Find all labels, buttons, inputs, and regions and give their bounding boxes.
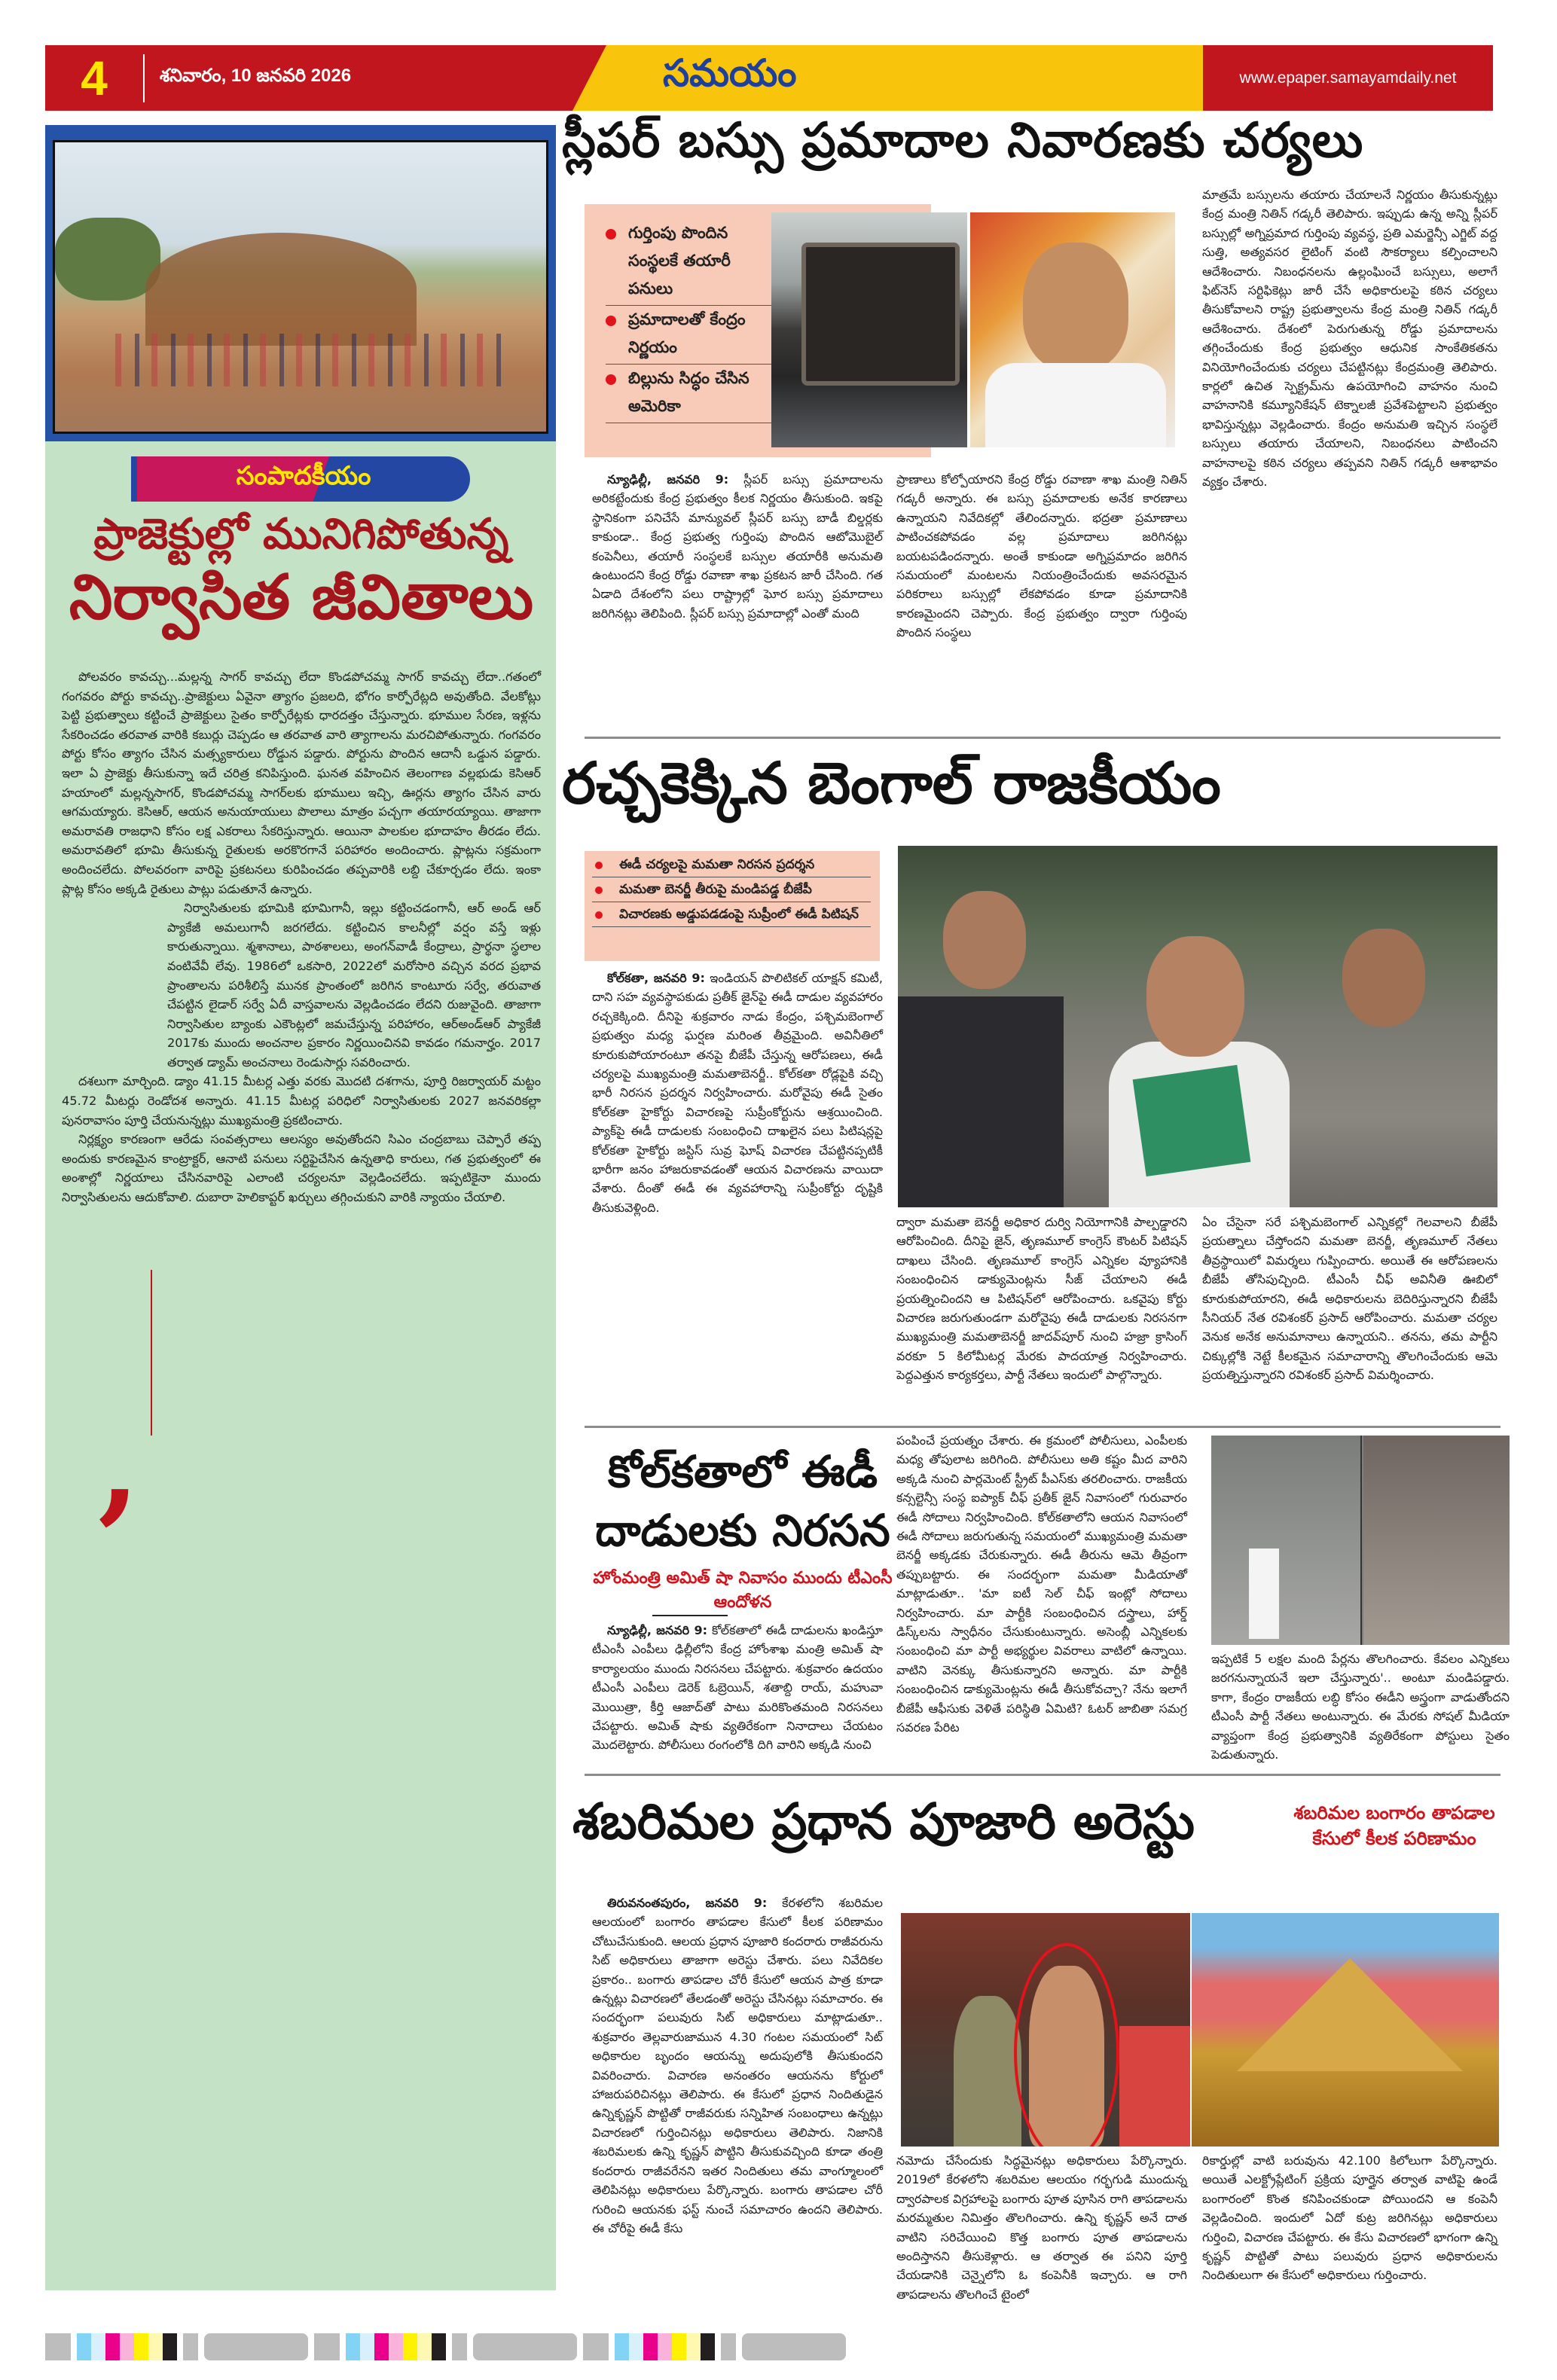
article-column bbox=[896, 470, 1187, 642]
section-divider bbox=[585, 737, 1501, 739]
article-column bbox=[592, 1893, 883, 2238]
article-column bbox=[896, 2151, 1187, 2304]
color-swatch bbox=[105, 2333, 120, 2360]
article-text: ఇండియన్ పొలిటికల్ యాక్షన్ కమిటీ, దాని సహ వ్యవస్థాపకుడు ప్రతీక్ జైన్‌పై ఈడీ దాడుల వ్యవహారం రచ్చకెక్కింది. దీనిపై శుక్రవారం నాడు కేంద్రం, పశ్చిమబెంగాల్ ప్రభుత్వం మధ్య ఘర్షణ మరింత తీవ్రమైంది. అవినీతిలో కూరుకుపోయారంటూ తనపై బీజేపీ చేస్తున్న ఆరోపణలు, ఈడీ చర్యలపై ముఖ్యమంత్రి మమతాబెనర్జీ.. కోల్‌కతా రోడ్లపైకి వచ్చి భారీ నిరసన ప్రదర్శన నిర్వహించారు. మరోవైపు ఈడీ సైతం కోల్‌కతా హైకోర్టు విచారణపై సుప్రీంకోర్టును ఆశ్రయించింది. ప్యాక్‌పై ఈడీ దాడులకు సంబంధించి దాఖలైన పలు పిటిషన్లపై కోల్‌కతా హైకోర్టు జస్టిస్ సువ్ర ఘోష్ విచారణ చేపట్టినప్పటికీ భారీగా జనం హాజరుకావడంతో ఆయన విచారణను వాయిదా వేశారు. దీంతో ఈడీ ఈ వ్యవహారాన్ని సుప్రీంకోర్టు దృష్టికి తీసుకువెళ్లింది. bbox=[592, 971, 883, 1215]
article-column bbox=[1211, 1649, 1510, 1764]
color-bar-pill bbox=[742, 2333, 846, 2360]
color-swatch bbox=[403, 2333, 417, 2360]
section-divider bbox=[585, 1426, 1501, 1428]
color-swatch bbox=[134, 2333, 148, 2360]
color-swatch-strip bbox=[615, 2333, 715, 2360]
color-swatch bbox=[672, 2333, 686, 2360]
article-column bbox=[592, 969, 883, 1217]
photo-green-folder-shape bbox=[1133, 1065, 1251, 1176]
photo-soil-mound-shape bbox=[145, 233, 417, 346]
article-text: మాత్రమే బస్సులను తయారు చేయాలనే నిర్ణయం తీసుకున్నట్లు కేంద్ర మంత్రి నితిన్ గడ్కరీ తెలిపారు. ఇప్పుడు ఉన్న అన్ని స్లీపర్ బస్సుల్లో అగ్నిప్రమాద గుర్తింపు వ్యవస్థ, ప్రతి ఎమర్జెన్సీ ఎగ్జిట్ వద్ద సుత్తి, అత్యవసర లైటింగ్ వంటి సౌకర్యాలు కల్పించాలని ఆదేశించారు. నిబంధనలను ఉల్లంఘించే బస్సులు, అలాగే ఫిట్‌నెస్ సర్టిఫికెట్లు జారీ చేసే అధికారులపై కఠిన చర్యలు తీసుకోవాలని రాష్ట్ర ప్రభుత్వాలను కేంద్ర మంత్రి నితిన్ గడ్కరీ ఆదేశించారు. దేశంలో పెరుగుతున్న రోడ్డు ప్రమాదాలను తగ్గించేందుకు కేంద్ర ప్రభుత్వం ఆధునిక సాంకేతికతను వినియోగించేందుకు చర్యలు చేపట్టినట్లు కేంద్రమంత్రి తెలిపారు. కార్లలో ఉచిత స్పెక్ట్రమ్‌ను ఉపయోగించి వాహనం నుంచి వాహనానికి కమ్యూనికేషన్ టెక్నాలజీ ప్రవేశపెట్టాలని ప్రభుత్వం భావిస్తున్నట్లు వెల్లడించారు. కేంద్రం అనుమతి ఇచ్చిన సంస్థలే బస్సులు తయారు చేయాలని, నిబంధనలు పాటించని వాహనాలపై కఠిన చర్యలు తప్పవని నితిన్ గడ్కరీ ఆశాభావం వ్యక్తం చేశారు. bbox=[1202, 188, 1497, 490]
print-color-registration-bar bbox=[45, 2333, 1544, 2360]
color-swatch bbox=[432, 2333, 446, 2360]
photo-person-shape bbox=[943, 891, 1026, 989]
photo-nitin-gadkari bbox=[970, 212, 1175, 447]
article-text: ప్రాణాలు కోల్పోయారని కేంద్ర రోడ్డు రవాణా శాఖ మంత్రి నితిన్ గడ్కరీ అన్నారు. ఈ బస్సు ప్రమాదాలకు అనేక కారణాలు ఉన్నాయని నివేదికల్లో తేలిందన్నారు. భద్రతా ప్రమాణాలు పాటించకపోవడం వల్ల ప్రమాదాలు జరిగినట్లు బయటపడిందన్నారు. అంతే కాకుండా అగ్నిప్రమాదం జరిగిన సమయంలో మంటలను నియంత్రించేందుకు అవసరమైన పరికరాలు బస్సుల్లో లేకపోవడం కూడా ప్రమాదానికి కారణమైందని చెప్పారు. కేంద్ర ప్రభుత్వం ద్వారా గుర్తింపు పొందిన సంస్థలు bbox=[896, 472, 1187, 640]
color-bar-group bbox=[45, 2333, 308, 2360]
article-column bbox=[896, 1431, 1187, 1738]
color-swatch bbox=[615, 2333, 629, 2360]
editorial-paragraph: నిర్వాసితులకు భూమికి భూమిగానీ, ఇల్లు కట్టించడంగానీ, ఆర్ అండ్ ఆర్ ప్యాకేజీ అమలుగానీ జరగలేదు. కట్టించిన కాలనీల్లో వర్షం వస్తే ఇళ్లు కారుతున్నాయి. శ్మశానాలు, పాఠశాలలు, అంగన్‌వాడీ కేంద్రాలు, ప్రార్థనా స్థలాల వంటివేవీ లేవు. 1986లో ఒకసారి, 2022లో మరోసారి వచ్చిన వరద ప్రభావ ప్రాంతాలను పరిశీలిస్తే మునక ప్రాంతంలో జరిగిన కాంటూరు సర్వే, తరువాత చేపట్టిన లైడార్ సర్వే ఏదీ వాస్తవాలను వెల్లడించడం లేదని రుజువైంది. తాజాగా నిర్వాసితుల బ్యాంకు ఎకౌంట్లలో జమచేస్తున్న పరిహారం, ఆర్‌అండ్‌ఆర్ ప్యాకేజీ 2017కు ముందు అంచనాల ప్రకారం నిర్ణయించినవి కావడం గమనార్హం. 2017 తర్వాత డ్యామ్ అంచనాలు రెండుసార్లు సవరించారు. bbox=[167, 901, 541, 1069]
photo-highlight-circle bbox=[1014, 1943, 1119, 2147]
color-swatch-gray bbox=[583, 2333, 609, 2360]
editorial-body bbox=[62, 667, 541, 1207]
bullet-dot-icon bbox=[606, 229, 616, 240]
article-text: కేరళలోని శబరిమల ఆలయంలో బంగారం తాపడాల కేసులో కీలక పరిణామం చోటుచేసుకుంది. ఆలయ ప్రధాన పూజారి కందరారు రాజీవరును సిట్ అధికారులు తాజాగా అరెస్టు చేశారు. పలు నివేదికల ప్రకారం.. బంగారు తాపడాల చోరీ కేసులో ఆయన పాత్ర కూడా ఉన్నట్లు విచారణలో తేలడంతో అరెస్టు చేసినట్లు సమాచారం. ఈ సందర్భంగా పలువురు సిట్ అధికారులు మాట్లాడుతూ.. శుక్రవారం తెల్లవారుజామున 4.30 గంటల సమయంలో సిట్ అధికారుల బృందం ఆయన్ను అదుపులోకి తీసుకుందని వివరించారు. విచారణ అనంతరం ఆయనను కోర్టులో హాజరుపరిచినట్లు తెలిపారు. ఈ కేసులో ప్రధాన నిందితుడైన ఉన్నికృష్ణన్ పొట్టితో రాజీవరుకు సన్నిహిత సంబంధాలు ఉన్నట్లు విచారణలో గుర్తించినట్లు అధికారులు తెలిపారు. నిజానికి శబరిమలకు ఉన్ని కృష్ణన్ పొట్టిని తీసుకువచ్చింది కూడా తంత్రి కందరారు రాజీవరేనని ఇతర నిందితులు తమ వాంగ్మూలంలో తెలిపినట్లు అధికారులు పేర్కొన్నారు. బంగారు తాపడాల చోరీ గురించి ఆయనకు ఫస్ట్ నుంచే సమాచారం ఉందని తెలిపారు. ఈ చోరీపై ఈడీ కేసు bbox=[592, 1896, 883, 2235]
color-swatch bbox=[417, 2333, 432, 2360]
masthead bbox=[45, 45, 1493, 111]
photo-burnt-bus bbox=[771, 212, 967, 447]
color-swatch bbox=[643, 2333, 658, 2360]
issue-date: శనివారం, 10 జనవరి 2026 bbox=[160, 66, 352, 86]
color-swatch bbox=[686, 2333, 701, 2360]
dateline: తిరువనంతపురం, జనవరి 9: bbox=[607, 1896, 768, 1910]
photo-mamata-banerjee-protest bbox=[898, 846, 1497, 1207]
photo-placard-shape bbox=[1249, 1549, 1279, 1639]
photo-bus-shape bbox=[801, 243, 960, 386]
highlight-item bbox=[592, 853, 871, 877]
article-text: కోల్‌కతాలో ఈడీ దాడులను ఖండిస్తూ టీఎంసీ ఎంపీలు ఢిల్లీలోని కేంద్ర హోంశాఖ మంత్రి అమిత్ షా కార్యాలయం ముందు నిరసనలు చేపట్టారు. శుక్రవారం ఉదయం టీఎంసీ ఎంపీలు డెరెక్ ఓబ్రెయిన్, శతాబ్ది రాయ్, మహువా మొయిత్రా, కీర్తి ఆజాద్‌తో పాటు మరికొంతమంది నిరసనలు చేపట్టారు. అమిత్ షాకు వ్యతిరేకంగా నినాదాలు చేయటం మొదలెట్టారు. పోలీసులు రంగంలోకి దిగి వారిని అక్కడి నుంచి bbox=[592, 1623, 883, 1753]
color-swatch-gray bbox=[452, 2333, 467, 2360]
highlight-text: గుర్తింపు పొందిన సంస్థలకే తయారీ పనులు bbox=[628, 224, 731, 298]
color-swatch bbox=[163, 2333, 177, 2360]
pull-quote-rule bbox=[151, 1270, 152, 1436]
epaper-url-link[interactable]: www.epaper.samayamdaily.net bbox=[1239, 69, 1457, 87]
article-headline: స్లీపర్ బస్సు ప్రమాదాల నివారణకు చర్యలు bbox=[562, 113, 1364, 169]
color-swatch-gray bbox=[183, 2333, 198, 2360]
color-swatch bbox=[701, 2333, 715, 2360]
color-bar-pill bbox=[473, 2333, 577, 2360]
bullet-dot-icon bbox=[606, 374, 616, 385]
color-swatch-strip bbox=[77, 2333, 177, 2360]
color-swatch-strip bbox=[346, 2333, 446, 2360]
highlight-text: ప్రమాదాలతో కేంద్రం నిర్ణయం bbox=[628, 310, 746, 356]
subheadline-rule bbox=[652, 1615, 728, 1616]
color-bar-group bbox=[583, 2333, 846, 2360]
bullet-dot-icon bbox=[595, 862, 603, 869]
highlight-item bbox=[606, 306, 779, 365]
article-text: ఏం చేసైనా సరే పశ్చిమబెంగాల్ ఎన్నికల్లో గెలవాలని బీజేపీ ప్రయత్నాలు చేస్తోందని మమతా బెనర్జీ, తృణమూల్ నేతలు తీవ్రస్థాయిలో విమర్శలు గుప్పించారు. అయితే ఈ ఆరోపణలను బీజేపీ తోసిపుచ్చింది. టీఎంసీ చీఫ్ అవినీతి ఊబిలో కూరుకుపోయారని, ఈడీ అధికారులను బెదిరిస్తున్నారని బీజేపీ సీనియర్ నేత రవిశంకర్ ప్రసాద్ ఆరోపించారు. మమతా చర్యల వెనుక అనేక అనుమానాలు ఉన్నాయని.. తనను, తమ పార్టీని చిక్కుల్లోకి నెట్టే కీలకమైన సమాచారాన్ని తొలగించేందుకు ఆమె ప్రయత్నిస్తున్నారని రవిశంకర్ ప్రసాద్ విమర్శించారు. bbox=[1202, 1215, 1497, 1383]
masthead-date-band bbox=[45, 45, 572, 111]
page-number: 4 bbox=[81, 50, 108, 105]
article-column bbox=[592, 470, 883, 623]
photo-person-shape bbox=[1342, 929, 1425, 1027]
article-column bbox=[1202, 185, 1497, 492]
article-headline: కోల్‌కతాలో ఈడీ దాడులకు నిరసన bbox=[595, 1446, 890, 1556]
color-swatch-gray bbox=[45, 2333, 71, 2360]
color-swatch bbox=[120, 2333, 134, 2360]
dateline: కోల్‌కతా, జనవరి 9: bbox=[607, 971, 705, 985]
editorial-headline-line2: నిర్వాసిత జీవితాలు bbox=[69, 562, 534, 634]
article-column bbox=[1202, 1213, 1497, 1385]
bullet-dot-icon bbox=[606, 316, 616, 326]
article-text: నమోదు చేసేందుకు సిద్ధమైనట్లు అధికారులు పేర్కొన్నారు. 2019లో కేరళలోని శబరిమల ఆలయం గర్భగుడి ముందున్న ద్వారపాలక విగ్రహాలపై బంగారు పూత పూసిన రాగి తాపడాలను మరమ్మతుల నిమిత్తం తొలగించారు. ఉన్ని కృష్ణన్ అనే దాత వాటిని సరిచేయించి కొత్త బంగారు పూత తాపడాలను అందిస్తానని తీసుకెళ్లారు. ఆ తర్వాత ఈ పనిని పూర్తి చేయడానికి చెన్నైలోని ఓ కంపెనీకి ఇచ్చారు. ఆ రాగి తాపడాలను తొలగించే టైంలో bbox=[896, 2153, 1187, 2302]
highlight-item bbox=[592, 902, 871, 927]
editorial-paragraph: నిర్లక్ష్యం కారణంగా ఆరేడు సంవత్సరాలు ఆలస్యం అవుతోందని సిఎం చంద్రబాబు చెప్పారే తప్ప అందుకు కారణమైన కాంట్రాక్టర్, ఆనాటి పనులు సర్టిఫైచేసిన ఉన్నతాధి కారులు, గత ప్రభుత్వంలో ఈ అంశాల్లో నిర్ణయాలు చేసినవారిపై ఎలాంటి చర్యలనూ వెల్లడించలేదు. ఇప్పటికైనా ముందు నిర్వాసితులను ఆదుకోవాలి. దుబారా హెలికాప్టర్ ఖర్చులు తగ్గించుకుని వారికి న్యాయం చేయాలి. bbox=[62, 1132, 541, 1205]
color-swatch bbox=[360, 2333, 374, 2360]
photo-shirt-shape bbox=[985, 363, 1166, 447]
color-bar-pill bbox=[204, 2333, 308, 2360]
highlight-text: విచారణకు అడ్డుపడడంపై సుప్రీంలో ఈడీ పిటిషన్ bbox=[619, 907, 859, 922]
editorial-tag-label: సంపాదకీయం bbox=[236, 461, 371, 491]
editorial-tag bbox=[131, 456, 470, 502]
photo-panel-left bbox=[1211, 1436, 1362, 1645]
masthead-brand-band bbox=[572, 45, 1203, 111]
masthead-url-band bbox=[1203, 45, 1493, 111]
article-text: ఇప్పటికే 5 లక్షల మంది పేర్లను తొలగించారు. కేవలం ఎన్నికలు జరగనున్నాయనే ఇలా చేస్తున్నారు'.. అంటూ మండిపడ్డారు. కాగా, కేంద్రం రాజకీయ లబ్ధి కోసం ఈడీని అస్త్రంగా వాడుతోందని టీఎంసీ పార్టీ నేతలు అంటున్నారు. ఈ మేరకు సోషల్ మీడియా వ్యాప్తంగా కేంద్ర ప్రభుత్వానికి వ్యతిరేకంగా పోస్టులు సైతం పెడుతున్నారు. bbox=[1211, 1652, 1510, 1762]
highlights-list bbox=[606, 219, 779, 423]
article-subheadline: హోంమంత్రి అమిత్ షా నివాసం ముందు టీఎంసీ ఆందోళన bbox=[593, 1569, 893, 1612]
photo-tmc-mps-detained bbox=[1211, 1436, 1510, 1645]
photo-face-shape bbox=[1023, 243, 1128, 371]
highlights-box bbox=[585, 851, 880, 961]
photo-person-shape bbox=[898, 996, 1064, 1207]
highlight-text: బిల్లును సిద్ధం చేసిన అమెరికా bbox=[628, 369, 749, 415]
color-swatch bbox=[374, 2333, 389, 2360]
highlights-list bbox=[592, 853, 871, 927]
color-swatch bbox=[148, 2333, 163, 2360]
bullet-dot-icon bbox=[595, 886, 603, 894]
photo-person-shape bbox=[1119, 2026, 1190, 2147]
article-headline: శబరిమల ప్రధాన పూజారి అరెస్టు bbox=[572, 1793, 1195, 1851]
editorial-headline bbox=[53, 509, 550, 636]
photo-person-shape bbox=[954, 1996, 1021, 2147]
color-swatch bbox=[91, 2333, 105, 2360]
article-text: రికార్డుల్లో వాటి బరువును 42.100 కిలోలుగా పేర్కొన్నారు. అయితే ఎలక్ట్రోప్లేటింగ్ ప్రక్రియ పూర్తైన తర్వాత వాటిపై ఉండే బంగారంలో కొంత కనిపించకుండా పోయిందని ఆ కంపెనీ వెల్లడించింది. ఇందులో ఏదో కుట్ర జరిగినట్లు అధికారులు గుర్తించి, విచారణ చేపట్టారు. ఈ కేసు విచారణలో భాగంగా ఉన్ని కృష్ణన్ పొట్టితో పాటు పలువురు ప్రధాన అధికారులను నిందితులుగా ఈ కేసులో అధికారులు గుర్తించారు. bbox=[1202, 2153, 1497, 2283]
dateline: న్యూఢిల్లీ, జనవరి 9: bbox=[607, 472, 729, 487]
color-swatch-gray bbox=[314, 2333, 340, 2360]
photo-sabarimala-temple bbox=[1192, 1913, 1499, 2147]
photo-tree-shape bbox=[55, 218, 160, 301]
photo-crowd-shape bbox=[115, 334, 507, 386]
newspaper-logo: సమయం bbox=[663, 51, 797, 95]
photo-priest-arrest bbox=[901, 1913, 1190, 2147]
article-column bbox=[1202, 2151, 1497, 2285]
photo-golden-roof-shape bbox=[1237, 1958, 1463, 2071]
editorial-column bbox=[45, 125, 556, 2290]
quote-mark-icon: , bbox=[98, 1395, 140, 1536]
bullet-dot-icon bbox=[595, 911, 603, 919]
section-divider bbox=[585, 1774, 1501, 1776]
color-swatch-gray bbox=[721, 2333, 736, 2360]
highlight-item bbox=[592, 877, 871, 902]
color-swatch bbox=[389, 2333, 403, 2360]
highlight-text: ఈడీ చర్యలపై మమతా నిరసన ప్రదర్శన bbox=[619, 857, 815, 872]
article-text: పంపించే ప్రయత్నం చేశారు. ఈ క్రమంలో పోలీసులు, ఎంపీలకు మధ్య తోపులాట జరిగింది. పోలీసులు అతి కష్టం మీద వారిని అక్కడి నుంచి పార్లమెంట్ స్ట్రీట్ పీఎస్‌కు తరలించారు. రాజకీయ కన్సల్టెన్సీ సంస్థ ఐప్యాక్ చీఫ్ ప్రతీక్ జైన్ నివాసంలో గురువారం ఈడీ సోదాలు నిర్వహించింది. కోల్‌కతాలోని ఆయన నివాసంలో ఈడీ సోదాలు జరుగుతున్న సమయంలో ముఖ్యమంత్రి మమతా బెనర్జీ అక్కడకు చేరుకున్నారు. ఈడీ తీరును ఆమె తీవ్రంగా తప్పుబట్టారు. ఈ సందర్భంగా మమతా మీడియాతో మాట్లాడుతూ.. 'మా ఐటీ సెల్ చీఫ్ ఇంట్లో సోదాలు నిర్వహించారు. మా పార్టీకి సంబంధించిన దస్త్రాలు, హార్డ్ డిస్క్‌లను స్వాధీనం చేసుకుంటున్నారు. అసెంబ్లీ ఎన్నికలకు సంబంధించి మా పార్టీ అభ్యర్థుల వివరాలు వాటిలో ఉన్నాయి. వాటిని వెనక్కు తీసుకున్నారని అన్నారు. మా పార్టీకి సంబంధించిన డాక్యుమెంట్లను ఈడీ తీసుకోవచ్చా? నేను ఇలాగే బీజేపీ ఆఫీసుకు వెళితే పరిస్థితి ఏమిటి? ఓటర్ జాబితా సమగ్ర సవరణ పేరిట bbox=[896, 1433, 1187, 1735]
editorial-paragraph: దశలుగా మార్చింది. డ్యాం 41.15 మీటర్ల ఎత్తు వరకు మొదటి దశగాను, పూర్తి రిజర్వాయర్ మట్టం 45.72 మీటర్లు రెండోదశ అన్నారు. 41.15 మీటర్ల పరిధిలో నిర్వాసితులకు 2027 జనవరికల్లా పునరావాసం పూర్తి చేయనున్నట్లు ముఖ్యమంత్రి ప్రకటించారు. bbox=[62, 1074, 541, 1127]
article-text: ద్వారా మమతా బెనర్జీ అధికార దుర్వి నియోగానికి పాల్పడ్డారని ఆరోపించింది. దీనిపై జైన్, తృణమూల్ కాంగ్రెస్ కౌంటర్ పిటిషన్ దాఖలు చేసింది. తృణమూల్ కాంగ్రెస్ ఎన్నికల వ్యూహానికి సంబంధించిన డాక్యుమెంట్లను సీజ్ చేయాలని ఈడీ ప్రయత్నించిందని ఆ పిటిషన్‌లో ఆరోపించారు. ఒకవైపు కోర్టు విచారణ జరుగుతుండగా మరోవైపు ఈడీ దాడులకు నిరసనగా ముఖ్యమంత్రి మమతాబెనర్జీ జాదవ్‌పూర్ నుంచి హజ్రా క్రాసింగ్ వరకూ 5 కిలోమీటర్ల మేరకు పాదయాత్ర నిర్వహించారు. పెద్దఎత్తున కార్యకర్తలు, పార్టీ నేతలు ఇందులో పాల్గొన్నారు. bbox=[896, 1215, 1187, 1383]
article-tagline: శబరిమల బంగారం తాపడాల కేసులో కీలక పరిణామం bbox=[1293, 1802, 1495, 1849]
highlight-text: మమతా బెనర్జీ తీరుపై మండిపడ్డ బీజేపీ bbox=[619, 882, 812, 897]
photo-panel-right bbox=[1363, 1436, 1510, 1645]
highlight-item bbox=[606, 219, 779, 306]
color-bar-group bbox=[314, 2333, 577, 2360]
highlight-item bbox=[606, 365, 779, 423]
article-headline: రచ్చకెక్కిన బెంగాల్ రాజకీయం bbox=[562, 749, 1221, 816]
masthead-divider bbox=[143, 54, 145, 102]
color-swatch bbox=[77, 2333, 91, 2360]
color-swatch bbox=[658, 2333, 672, 2360]
article-text: స్లీపర్ బస్సు ప్రమాదాలను అరికట్టేందుకు కేంద్ర ప్రభుత్వం కీలక నిర్ణయం తీసుకుంది. ఇకపై స్థానికంగా పనిచేసే మాన్యువల్ స్లీపర్ బస్సు బాడీ బిల్డర్లకు కాకుండా.. కేంద్ర ప్రభుత్వ గుర్తింపు పొందిన ఆటోమొబైల్ కంపెనీలు, తయారీ సంస్థలకే బస్సుల తయారీకి అనుమతి ఉంటుందని కేంద్ర రోడ్డు రవాణా శాఖ ప్రకటన జారీ చేసింది. గత ఏడాది దేశంలోని పలు రాష్ట్రాల్లో ఘోర బస్సు ప్రమాదాలు జరిగినట్లు తెలిపింది. స్లీపర్ బస్సు ప్రమాదాల్లో ఎంతో మంది bbox=[592, 472, 883, 621]
editorial-photo-construction-site bbox=[53, 140, 548, 434]
dateline: న్యూఢిల్లీ, జనవరి 9: bbox=[607, 1623, 708, 1637]
photo-face-shape bbox=[1146, 936, 1244, 1057]
article-column bbox=[592, 1621, 883, 1755]
article-column bbox=[896, 1213, 1187, 1385]
color-swatch bbox=[629, 2333, 643, 2360]
editorial-photo-frame bbox=[45, 125, 556, 441]
color-swatch bbox=[346, 2333, 360, 2360]
editorial-paragraph: పోలవరం కావచ్చు...మల్లన్న సాగర్ కావచ్చు లేదా కొండపోచమ్మ సాగర్ కావచ్చు లేదా..గతంలో గంగవరం పోర్టు కావచ్చు..ప్రాజెక్టులు ఏవైనా త్యాగం ప్రజలది, భోగం కార్పోరేట్లది అవుతోంది. వేలకోట్లు పెట్టి ప్రభుత్వాలు కట్టించే ప్రాజెక్టులు సైతం కార్పోరేట్లకు ధారదత్తం చేస్తున్నారు. భూముల సేరణ, ఇళ్లను సేకరించడం తరవాత వారికి కబుర్లు చెప్పడం ఆ తరవాత వారి త్యాగాలను మరచిపోతున్నారు. గంగవరం పోర్టు కోసం త్యాగం చేసిన మత్స్యకారులు రోడ్డున పడ్డారు. పోర్టును పొందిన ఆదానీ ఒడ్డున పడ్డారు. ఇలా ఏ ప్రాజెక్టు తీసుకున్నా ఇదే చరిత్ర కనిపిస్తుంది. ఘనత వహించిన తెలంగాణ వల్లభుడు కెసిఆర్ హయాంలో మల్లన్నసాగర్, కొండపోచమ్మ సాగర్‌లకు భూములు ఇచ్చి, ఊర్లను త్యాగం చేసిన వారు ఆగమయ్యారు. కెసిఆర్, ఆయన అనుయాయులు పొలాలు మాత్రం పచ్చగా తయారయ్యాయి. తాజాగా అమరావతి రాజధాని కోసం లక్ష ఎకరాలు సేకరిస్తున్నారు. ఆయినా పాలకుల భూదాహం తీరడం లేదు. అమరావతిలో భూమి తీసుకున్న రైతులకు అరకొరగానే పరిహారం అందించారు. ప్లాట్లను సక్రమంగా అందించలేదు. పోలవరంగా వారిపై ప్రకటనలు కురిపించడం తప్పవారికి లబ్ది చేకూర్చడం లేదు. ఇంకా ప్లాట్ల కోసం అక్కడి రైతులు పాట్లు పడుతూనే ఉన్నారు. bbox=[62, 670, 541, 896]
editorial-headline-line1: ప్రాజెక్టుల్లో మునిగిపోతున్న bbox=[93, 510, 509, 559]
